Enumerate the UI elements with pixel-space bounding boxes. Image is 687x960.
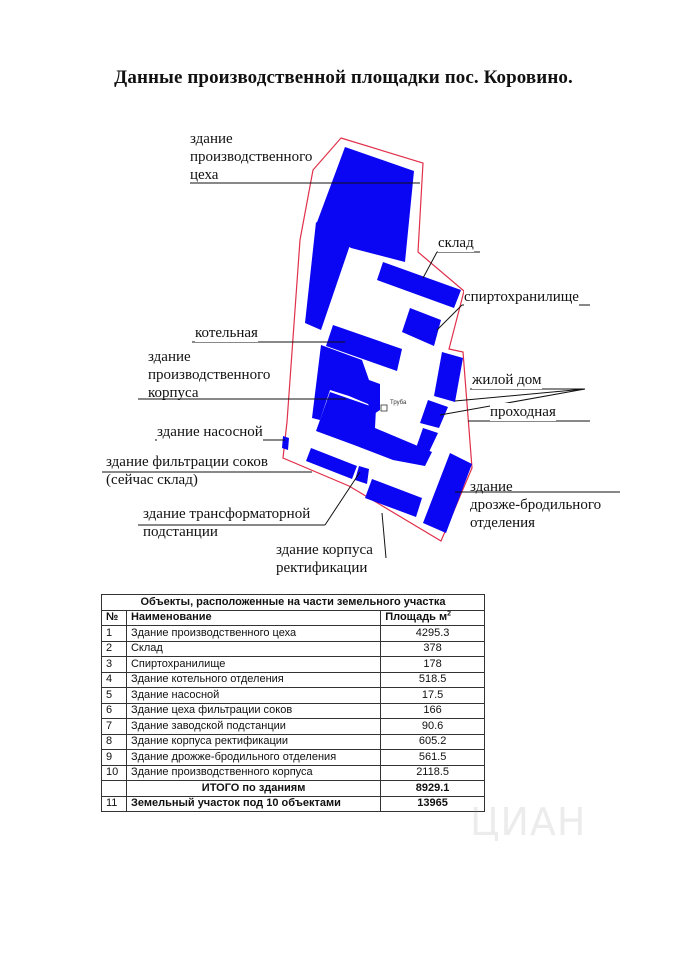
row-area: 518.5	[381, 672, 485, 688]
row-name: Спиртохранилище	[126, 657, 380, 673]
row-num: 10	[102, 765, 127, 781]
table-row	[102, 719, 485, 735]
label-production-shop: здание производственного цеха	[190, 131, 313, 183]
table-row	[102, 688, 485, 704]
label-spirit-storage: спиртохранилище	[464, 289, 579, 305]
table-row	[102, 641, 485, 657]
objects-table	[101, 594, 485, 812]
building-spirit-storage	[402, 308, 441, 346]
row-area: 4295.3	[381, 626, 485, 642]
table-caption: Объекты, расположенные на части земельного участка	[102, 595, 485, 611]
row-num: 2	[102, 641, 127, 657]
table-land-row	[102, 796, 485, 812]
building-pump	[282, 436, 289, 450]
land-num: 11	[102, 796, 127, 812]
row-name: Здание производственного цеха	[126, 626, 380, 642]
label-boiler: котельная	[195, 325, 258, 341]
building-yeast-connector	[416, 428, 438, 452]
chimney-label: Труба	[390, 400, 407, 406]
building-yeast	[423, 453, 472, 533]
table-header-row	[102, 610, 485, 626]
building-juice-filtration	[306, 448, 357, 479]
page-title: Данные производственной площадки пос. Коровино.	[114, 67, 573, 88]
land-name: Земельный участок под 10 объектами	[126, 796, 380, 812]
watermark: ЦИАН	[470, 800, 587, 844]
table-row	[102, 734, 485, 750]
row-area: 166	[381, 703, 485, 719]
row-num: 6	[102, 703, 127, 719]
table-row	[102, 657, 485, 673]
row-num: 9	[102, 750, 127, 766]
total-area: 8929.1	[381, 781, 485, 797]
building-rectification	[365, 479, 422, 517]
row-area: 605.2	[381, 734, 485, 750]
row-name: Здание производственного корпуса	[126, 765, 380, 781]
building-warehouse	[377, 262, 461, 308]
table-row	[102, 672, 485, 688]
row-name: Здание корпуса ректификации	[126, 734, 380, 750]
building-residential	[434, 352, 463, 402]
building-transformer	[355, 466, 369, 484]
land-area: 13965	[381, 796, 485, 812]
row-num: 7	[102, 719, 127, 735]
row-area: 561.5	[381, 750, 485, 766]
row-area: 378	[381, 641, 485, 657]
table-row	[102, 626, 485, 642]
table-row	[102, 750, 485, 766]
label-transformer: здание трансформаторной подстанции	[143, 506, 311, 540]
label-rectification: здание корпуса ректификации	[276, 542, 373, 576]
table-row	[102, 765, 485, 781]
table-total-row	[102, 781, 485, 797]
label-yeast: здание дрозже-бродильного отделения	[470, 479, 602, 531]
row-area: 90.6	[381, 719, 485, 735]
buildings	[282, 147, 472, 533]
row-name: Склад	[126, 641, 380, 657]
row-name: Здание дрожже-бродильного отделения	[126, 750, 380, 766]
row-num: 8	[102, 734, 127, 750]
label-production-building: здание производственного корпуса	[148, 349, 271, 401]
chimney-marker	[381, 405, 387, 411]
total-label: ИТОГО по зданиям	[126, 781, 380, 797]
row-area: 17.5	[381, 688, 485, 704]
header-area: Площадь $м^2$	[381, 610, 485, 626]
row-num: 4	[102, 672, 127, 688]
row-name: Здание насосной	[126, 688, 380, 704]
label-warehouse: склад	[438, 235, 474, 251]
row-num: 3	[102, 657, 127, 673]
label-juice-filtration: здание фильтрации соков (сейчас склад)	[106, 454, 268, 488]
row-name: Здание котельного отделения	[126, 672, 380, 688]
table-caption-row	[102, 595, 485, 611]
row-num: 1	[102, 626, 127, 642]
row-num: 5	[102, 688, 127, 704]
row-area: 178	[381, 657, 485, 673]
header-num: №	[102, 610, 127, 626]
label-residential: жилой дом	[472, 372, 542, 388]
label-pump: здание насосной	[157, 424, 263, 440]
total-num	[102, 781, 127, 797]
label-checkpoint: проходная	[490, 404, 556, 420]
row-name: Здание цеха фильтрации соков	[126, 703, 380, 719]
table-row	[102, 703, 485, 719]
row-name: Здание заводской подстанции	[126, 719, 380, 735]
header-name: Наименование	[126, 610, 380, 626]
row-area: 2118.5	[381, 765, 485, 781]
